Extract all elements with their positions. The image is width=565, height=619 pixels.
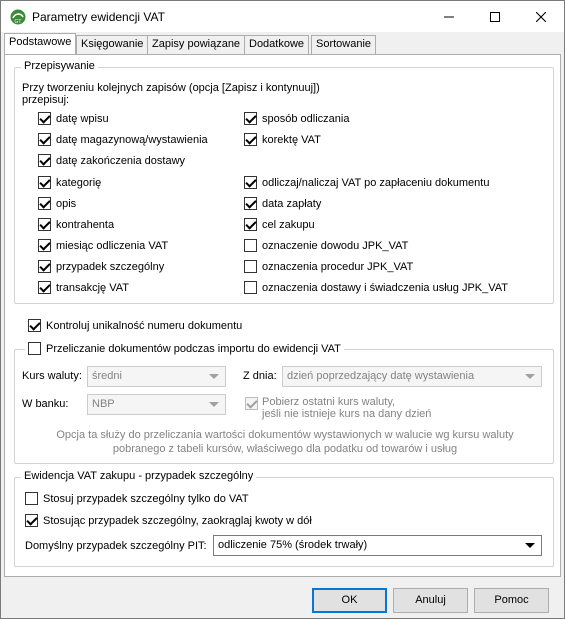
minimize-button[interactable]: [426, 1, 472, 32]
checkbox-label: data zapłaty: [262, 197, 322, 210]
rate-label: Kurs waluty:: [22, 370, 82, 382]
checkbox-label: oznaczenia dostawy i świadczenia usług JPK_VAT: [262, 281, 508, 294]
maximize-button[interactable]: [472, 1, 518, 32]
fallback-line1: Pobierz ostatni kurs waluty,: [262, 396, 396, 408]
checkbox-label: datę zakończenia dostawy: [56, 154, 186, 167]
maximize-icon: [490, 12, 500, 22]
bank-label: W banku:: [22, 398, 69, 410]
checkbox-box[interactable]: [38, 176, 51, 189]
bank-select-value: NBP: [92, 398, 115, 410]
checkbox-label: kontrahenta: [56, 218, 115, 231]
checkbox-box[interactable]: [244, 218, 257, 231]
checkbox-label: odliczaj/naliczaj VAT po zapłaceniu dokumentu: [262, 176, 490, 189]
checkbox-label: datę wpisu: [56, 112, 109, 125]
bank-select[interactable]: [87, 394, 226, 415]
copy-deduction-method-checkbox[interactable]: [244, 112, 349, 125]
checkbox-label: sposób odliczania: [262, 112, 350, 125]
title-bar: [1, 1, 564, 32]
copying-intro-line1: Przy tworzeniu kolejnych zapisów (opcja [Zapisz i kontynuuj]): [22, 82, 320, 94]
checkbox-label: transakcję VAT: [56, 281, 129, 294]
checkbox-box[interactable]: [38, 281, 51, 294]
copy-payment-date-checkbox[interactable]: [244, 197, 321, 210]
copy-jpk-procedures-checkbox[interactable]: [244, 260, 413, 273]
checkbox-label: Stosując przypadek szczególny, zaokrąglaj kwoty w dół: [43, 514, 312, 527]
unique-number-checkbox[interactable]: [28, 319, 242, 332]
copy-vat-month-checkbox[interactable]: [38, 239, 168, 252]
copy-special-case-checkbox[interactable]: [38, 260, 164, 273]
ok-button[interactable]: OK: [312, 588, 387, 613]
copy-entry-date-checkbox[interactable]: [38, 112, 109, 125]
copying-group: [14, 60, 554, 304]
cancel-button[interactable]: Anuluj: [393, 588, 468, 613]
pit-select[interactable]: [213, 535, 542, 556]
checkbox-label: Stosuj przypadek szczególny tylko do VAT: [43, 492, 249, 505]
day-select[interactable]: [282, 366, 542, 387]
copy-contractor-checkbox[interactable]: [38, 218, 114, 231]
checkbox-box[interactable]: [244, 197, 257, 210]
copy-purchase-purpose-checkbox[interactable]: [244, 218, 315, 231]
checkbox-label: Kontroluj unikalność numeru dokumentu: [46, 319, 243, 332]
checkbox-box[interactable]: [28, 319, 41, 332]
checkbox-box[interactable]: [244, 281, 257, 294]
chevron-down-icon: [525, 374, 535, 379]
copy-vat-transaction-checkbox[interactable]: [38, 281, 129, 294]
checkbox-label: oznaczenie dowodu JPK_VAT: [262, 239, 409, 252]
checkbox-box[interactable]: [38, 260, 51, 273]
copy-warehouse-date-checkbox[interactable]: [38, 133, 208, 146]
copy-category-checkbox[interactable]: [38, 176, 101, 189]
help-button[interactable]: Pomoc: [474, 588, 549, 613]
import-note-line1: Opcja ta służy do przeliczania wartości dokumentów wystawionych w walucie wg kursu waluty: [56, 429, 514, 441]
checkbox-box[interactable]: [244, 176, 257, 189]
tab-sortowanie[interactable]: Sortowanie: [311, 35, 376, 54]
close-button[interactable]: [518, 1, 564, 32]
pit-label: Domyślny przypadek szczególny PIT:: [25, 540, 207, 552]
copy-vat-correction-checkbox[interactable]: [244, 133, 321, 146]
chevron-down-icon: [209, 402, 219, 407]
checkbox-box[interactable]: [38, 112, 51, 125]
copying-group-title: Przepisywanie: [21, 60, 98, 72]
checkbox-label: miesiąc odliczenia VAT: [56, 239, 169, 252]
tab-ksiegowanie[interactable]: Księgowanie: [76, 35, 148, 54]
copy-vat-after-payment-checkbox[interactable]: [244, 176, 489, 189]
import-note: [15, 428, 555, 456]
day-select-value: dzień poprzedzający datę wystawienia: [287, 370, 475, 382]
app-logo-icon: [10, 9, 26, 25]
checkbox-box[interactable]: [244, 239, 257, 252]
copying-intro-line2: przepisuj:: [22, 94, 70, 106]
tab-zapisy-powiazane[interactable]: Zapisy powiązane: [147, 35, 245, 54]
checkbox-label: Przeliczanie dokumentów podczas importu do ewidencji VAT: [46, 342, 341, 355]
import-group: [14, 342, 554, 464]
import-conversion-checkbox[interactable]: [25, 342, 344, 355]
checkbox-label: kategorię: [56, 176, 102, 189]
day-label: Z dnia:: [243, 370, 277, 382]
checkbox-box[interactable]: [244, 112, 257, 125]
checkbox-label: oznaczenia procedur JPK_VAT: [262, 260, 414, 273]
checkbox-box[interactable]: [25, 492, 38, 505]
checkbox-label: opis: [56, 197, 77, 210]
special-only-vat-checkbox[interactable]: [25, 492, 249, 505]
checkbox-box[interactable]: [38, 218, 51, 231]
rate-select-value: średni: [92, 370, 122, 382]
special-case-group: [14, 470, 554, 567]
checkbox-box[interactable]: [38, 133, 51, 146]
pit-select-value: odliczenie 75% (środek trwały): [218, 539, 368, 551]
checkbox-box[interactable]: [38, 197, 51, 210]
window-title: Parametry ewidencji VAT: [32, 10, 165, 24]
copy-delivery-end-date-checkbox[interactable]: [38, 154, 185, 167]
tab-dodatkowe[interactable]: Dodatkowe: [244, 35, 309, 54]
minimize-icon: [444, 12, 454, 22]
chevron-down-icon: [209, 374, 219, 379]
copy-jpk-delivery-checkbox[interactable]: [244, 281, 508, 294]
copy-jpk-proof-checkbox[interactable]: [244, 239, 408, 252]
checkbox-box[interactable]: [245, 397, 258, 410]
close-icon: [536, 12, 546, 22]
checkbox-box[interactable]: [38, 239, 51, 252]
svg-text:GT: GT: [14, 19, 22, 25]
import-note-line2: pobranego z tabeli kursów, właściwego dla podatku od towarów i usług: [112, 443, 458, 455]
tab-podstawowe[interactable]: Podstawowe: [4, 33, 76, 54]
rate-select[interactable]: [87, 366, 226, 387]
tab-panel: [4, 54, 561, 577]
special-round-down-checkbox[interactable]: [25, 514, 312, 527]
checkbox-box[interactable]: [244, 133, 257, 146]
copy-description-checkbox[interactable]: [38, 197, 76, 210]
checkbox-label: cel zakupu: [262, 218, 315, 231]
chevron-down-icon: [525, 543, 535, 548]
special-case-group-title: Ewidencja VAT zakupu - przypadek szczególny: [21, 470, 256, 482]
fallback-line2: jeśli nie istnieje kurs na dany dzień: [262, 408, 432, 420]
checkbox-box[interactable]: [244, 260, 257, 273]
checkbox-label: datę magazynową/wystawienia: [56, 133, 208, 146]
checkbox-box[interactable]: [28, 342, 41, 355]
checkbox-label: korektę VAT: [262, 133, 321, 146]
checkbox-label: przypadek szczególny: [56, 260, 165, 273]
checkbox-box[interactable]: [38, 154, 51, 167]
checkbox-box[interactable]: [25, 514, 38, 527]
